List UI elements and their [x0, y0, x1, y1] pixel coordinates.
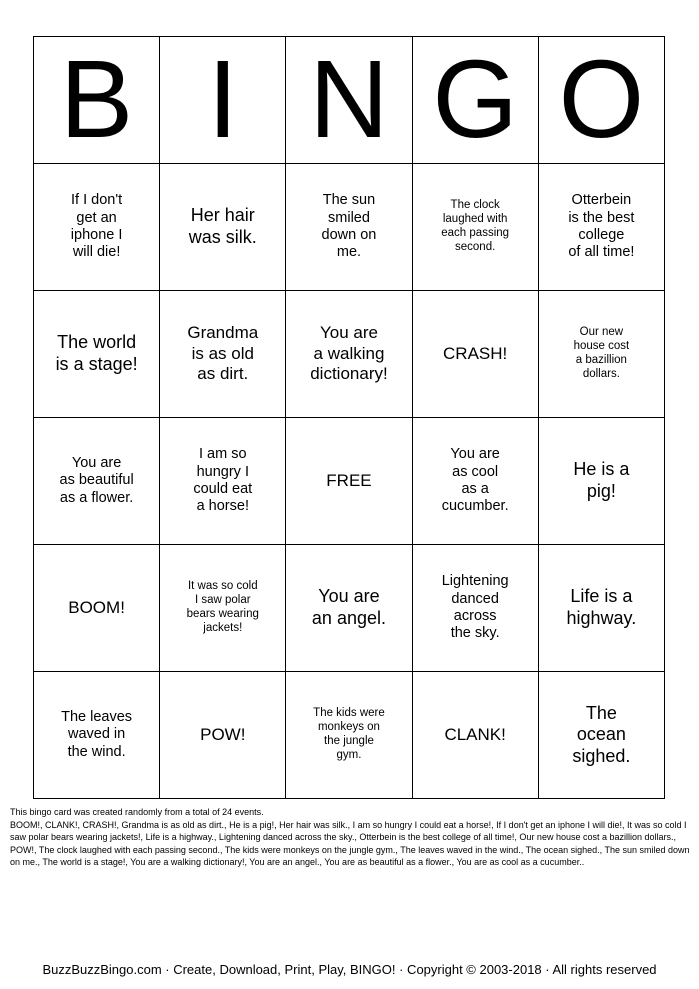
cell-text-line: The — [585, 702, 617, 723]
bingo-cell — [412, 418, 538, 545]
cell-text-line: is a stage! — [55, 354, 138, 374]
bingo-cell — [34, 672, 160, 799]
header-letter-b: B — [34, 37, 160, 164]
bingo-row — [34, 672, 665, 799]
cell-text-line: second. — [455, 240, 496, 253]
bingo-row — [34, 291, 665, 418]
cell-text-line: is the best — [568, 209, 635, 226]
cell-text-line: a bazillion — [575, 354, 627, 366]
cell-text-line: a horse! — [196, 498, 249, 515]
cell-text-line: FREE — [326, 470, 372, 490]
cell-text-line: Her hair — [190, 205, 255, 226]
bingo-cell — [34, 418, 160, 545]
header-letter-g: G — [412, 37, 538, 164]
bingo-cell — [160, 545, 286, 672]
cell-text-line: the sky. — [450, 625, 500, 642]
cell-text-line: cucumber. — [441, 498, 509, 515]
bingo-row — [34, 545, 665, 672]
cell-text-line: the jungle — [324, 735, 374, 747]
cell-text-line: Our new — [579, 326, 624, 339]
cell-text-line: The sun — [322, 192, 376, 209]
bingo-header-row — [34, 37, 665, 164]
bingo-card — [33, 36, 665, 799]
bingo-cell — [160, 164, 286, 291]
bingo-cell — [538, 545, 664, 672]
cell-text-line: gym. — [336, 748, 362, 761]
cell-text-line: as beautiful — [59, 472, 134, 489]
cell-text-line: was silk. — [188, 227, 257, 247]
bingo-cell — [34, 164, 160, 291]
cell-text-line: I am so — [199, 446, 247, 463]
bingo-cell — [538, 672, 664, 799]
bingo-cell — [286, 291, 412, 418]
cell-text-line: It was so cold — [187, 580, 258, 593]
cell-text-line: You are — [450, 446, 500, 463]
cell-text-line: monkeys on — [317, 721, 380, 734]
cell-text-line: CLANK! — [444, 724, 506, 744]
bingo-row — [34, 164, 665, 291]
bingo-cell — [286, 672, 412, 799]
cell-text-line: could eat — [193, 481, 253, 497]
cell-text-line: will die! — [72, 244, 121, 261]
cell-text-line: I saw polar — [194, 594, 251, 607]
cell-text-line: waved in — [67, 726, 126, 743]
bingo-cell — [34, 545, 160, 672]
cell-text-line: pig! — [586, 481, 616, 501]
bingo-cell — [286, 164, 412, 291]
bingo-cell — [412, 545, 538, 672]
bingo-cell — [538, 164, 664, 291]
cell-text-line: house cost — [573, 340, 630, 353]
cell-text-line: a walking — [313, 343, 385, 363]
cell-text-line: is as old — [191, 343, 254, 363]
cell-text-line: dollars. — [582, 367, 620, 380]
cell-text-line: as cool — [452, 463, 499, 480]
cell-text-line: The world — [57, 332, 137, 353]
cell-text-line: If I don't — [71, 192, 123, 209]
bingo-cell — [538, 418, 664, 545]
cell-text-line: POW! — [200, 724, 246, 744]
cell-text-line: bears wearing — [186, 608, 259, 620]
cell-text-line: get an — [76, 209, 117, 226]
bingo-cell — [412, 291, 538, 418]
cell-text-line: iphone I — [70, 227, 123, 243]
bingo-cell — [160, 418, 286, 545]
cell-text-line: You are — [318, 586, 380, 607]
cell-text-line: You are — [319, 323, 378, 343]
bingo-cell — [412, 672, 538, 799]
cell-text-line: CRASH! — [443, 343, 508, 363]
cell-text-line: each passing — [441, 227, 510, 239]
cell-text-line: smiled — [328, 209, 370, 226]
cell-text-line: BOOM! — [68, 597, 125, 617]
cell-text-line: dictionary! — [310, 364, 388, 384]
cell-text-line: Life is a — [570, 586, 633, 607]
cell-text-line: The kids were — [313, 707, 385, 720]
cell-text-line: highway. — [566, 608, 637, 628]
cell-text-line: college — [578, 227, 625, 243]
cell-text-line: Grandma — [187, 323, 259, 343]
cell-text-line: laughed with — [442, 213, 508, 226]
cell-text-line: me. — [336, 244, 362, 261]
bingo-row — [34, 418, 665, 545]
cell-text-line: as a — [461, 481, 489, 497]
card-description — [10, 806, 690, 869]
copyright-footer: BuzzBuzzBingo.com · Create, Download, Print, Play, BINGO! · Copyright © 2003-2018 · All rights reserved — [42, 962, 657, 977]
bingo-cell — [412, 164, 538, 291]
cell-text-line: Lightening — [441, 573, 509, 590]
cell-text-line: an angel. — [311, 608, 386, 628]
bingo-free-cell — [286, 418, 412, 545]
cell-text-line: sighed. — [572, 745, 631, 766]
cell-text-line: hungry I — [196, 463, 249, 480]
bingo-cell — [34, 291, 160, 418]
cell-text-line: across — [453, 608, 497, 624]
cell-text-line: danced — [451, 590, 499, 607]
cell-text-line: Otterbein — [571, 192, 632, 209]
cell-text-line: as dirt. — [197, 364, 249, 384]
cell-text-line: He is a — [573, 459, 630, 480]
cell-text-line: as a flower. — [59, 489, 134, 506]
header-letter-i: I — [160, 37, 286, 164]
bingo-cell — [160, 672, 286, 799]
event-list: BOOM!, CLANK!, CRASH!, Grandma is as old as dirt., He is a pig!, Her hair was silk., I am so hungry I could eat a horse!, If I don't get an iphone I will die!, It was so cold I saw polar bears wearing jackets!, Life is a highway., Lightening danced across the sky., Otterbein is the best college of all time!, Our new house cost a bazillion dollars., POW!, The clock laughed with each passing second., The kids were monkeys on the jungle gym., The leaves waved in the wind., The ocean sighed., The sun smiled down on me., The world is a stage!, You are a walking dictionary!, You are an angel., You are as beautiful as a flower., You are as cool as a cucumber.. — [10, 819, 690, 867]
bingo-cell — [160, 291, 286, 418]
header-letter-o: O — [538, 37, 664, 164]
bingo-cell — [538, 291, 664, 418]
cell-text-line: of all time! — [568, 244, 635, 261]
cell-text-line: jackets! — [203, 621, 243, 634]
header-letter-n: N — [286, 37, 412, 164]
cell-text-line: ocean — [576, 724, 626, 745]
cell-text-line: You are — [71, 454, 122, 471]
bingo-cell — [286, 545, 412, 672]
event-count-note: This bingo card was created randomly from a total of 24 events. — [10, 807, 264, 817]
cell-text-line: The leaves — [61, 708, 133, 725]
cell-text-line: down on — [321, 227, 377, 243]
cell-text-line: The clock — [450, 199, 500, 212]
cell-text-line: the wind. — [67, 743, 126, 760]
